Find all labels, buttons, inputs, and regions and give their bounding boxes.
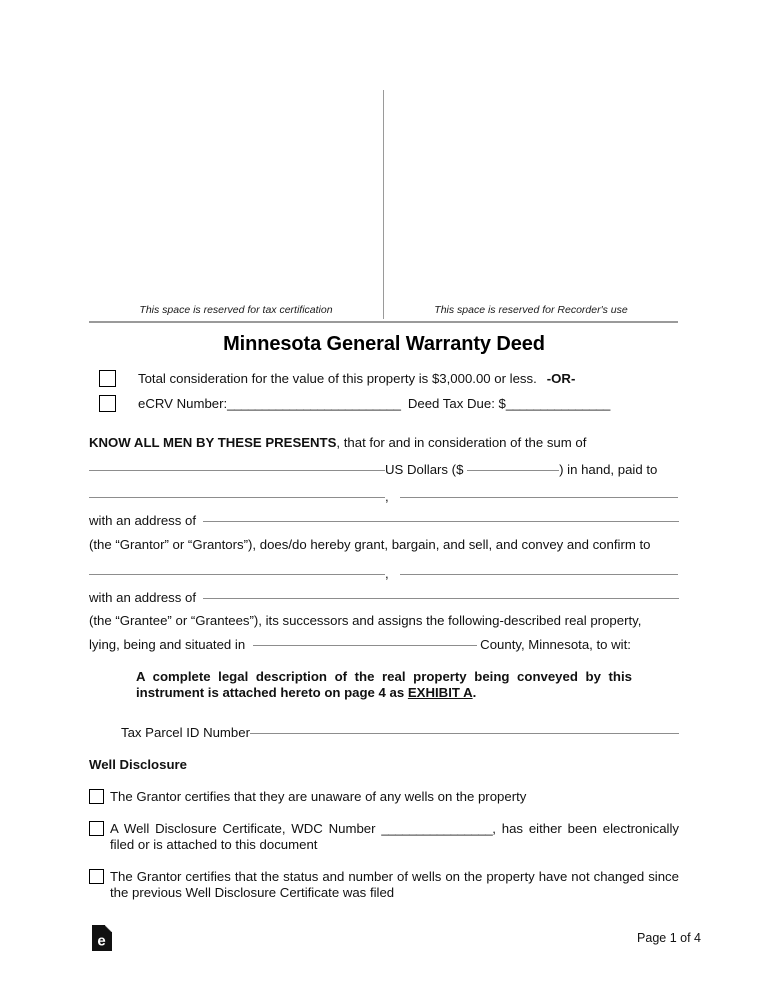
grantor-address-label: with an address of bbox=[89, 513, 197, 528]
grantee-name-row bbox=[89, 566, 679, 581]
grantee-clause-text: (the “Grantee” or “Grantees”), its successors and assigns the following-described real property, bbox=[89, 613, 642, 628]
spacer-6 bbox=[196, 590, 203, 605]
county-minnesota-label: County, Minnesota, to wit: bbox=[480, 637, 631, 652]
consideration-option-1-text: Total consideration for the value of this property is $3,000.00 or less. bbox=[138, 371, 537, 386]
ecrv-label: eCRV Number: bbox=[138, 396, 228, 411]
header-horizontal-rule bbox=[89, 321, 678, 323]
checkbox-total-consideration[interactable] bbox=[99, 370, 116, 387]
or-label: -OR- bbox=[546, 371, 576, 386]
grantee-address-row bbox=[89, 590, 679, 605]
grantor-address-field[interactable] bbox=[203, 521, 679, 522]
grantor-clause-row bbox=[89, 537, 679, 552]
grantee-address-field[interactable] bbox=[203, 598, 679, 599]
recorder-use-caption: This space is reserved for Recorder's use bbox=[434, 304, 628, 316]
ecrv-line bbox=[138, 395, 610, 412]
consideration-option-1-row[interactable] bbox=[99, 370, 575, 387]
wdc-number-field[interactable]: ________________ bbox=[381, 821, 493, 836]
grantor-address-row bbox=[89, 513, 679, 528]
spacer-3 bbox=[389, 489, 400, 504]
spacer-5 bbox=[389, 566, 400, 581]
know-all-men-line bbox=[89, 435, 679, 450]
tax-parcel-row bbox=[121, 725, 679, 740]
grantee-address-label: with an address of bbox=[89, 590, 197, 605]
in-hand-paid-to-label: ) in hand, paid to bbox=[559, 462, 658, 477]
checkbox-wdc-filed[interactable] bbox=[89, 821, 104, 836]
grantee-comma: , bbox=[385, 566, 389, 581]
deed-tax-due-field[interactable]: _______________ bbox=[505, 396, 610, 411]
ecrv-number-field[interactable]: _________________________ bbox=[227, 396, 401, 411]
well-option-3-label: The Grantor certifies that the status and number of wells on the property have not changed since the previous Well Disclosure Certificate was filed bbox=[110, 869, 679, 900]
well-option-1-row[interactable] bbox=[89, 789, 679, 805]
consideration-option-1-label bbox=[138, 370, 575, 387]
know-all-men-bold: KNOW ALL MEN BY THESE PRESENTS bbox=[89, 435, 337, 450]
know-all-men-rest: , that for and in consideration of the sum of bbox=[336, 435, 587, 450]
well-option-2-row[interactable] bbox=[89, 821, 679, 853]
grantor-name-field-1[interactable] bbox=[89, 497, 385, 498]
deed-tax-label: Deed Tax Due: $ bbox=[407, 396, 506, 411]
consideration-amount-row bbox=[89, 462, 679, 477]
checkbox-no-wells[interactable] bbox=[89, 789, 104, 804]
spacer-4 bbox=[196, 513, 203, 528]
header-vertical-divider bbox=[383, 90, 384, 319]
well-option-2-text-a: A Well Disclosure Certificate, WDC Number bbox=[110, 821, 382, 836]
consideration-words-field[interactable] bbox=[89, 470, 385, 471]
page-number: Page 1 of 4 bbox=[637, 931, 701, 945]
grantee-clause-row bbox=[89, 613, 679, 628]
well-disclosure-heading: Well Disclosure bbox=[89, 757, 187, 772]
exhibit-text-part-1: A complete legal description of the real property being conveyed by this instrument is attached hereto on page 4 as bbox=[136, 669, 632, 700]
tax-parcel-field[interactable] bbox=[250, 733, 679, 734]
grantee-name-field-1[interactable] bbox=[89, 574, 385, 575]
page-title: Minnesota General Warranty Deed bbox=[223, 333, 545, 355]
well-option-3-row[interactable] bbox=[89, 869, 679, 901]
well-option-2-text-b: , has either been electronically filed or is attached to this document bbox=[110, 821, 680, 852]
well-option-2-label bbox=[110, 821, 679, 853]
grantee-name-field-2[interactable] bbox=[400, 574, 678, 575]
grantor-clause-text: (the “Grantor” or “Grantors”), does/do hereby grant, bargain, and sell, and convey and confirm to bbox=[89, 537, 651, 552]
grantor-name-field-2[interactable] bbox=[400, 497, 678, 498]
exhibit-a-paragraph bbox=[136, 669, 632, 701]
exhibit-a-link: EXHIBIT A bbox=[407, 685, 473, 700]
us-dollars-label: US Dollars ($ bbox=[385, 462, 464, 477]
document-icon bbox=[92, 925, 112, 951]
well-option-1-label: The Grantor certifies that they are unaware of any wells on the property bbox=[110, 789, 527, 804]
exhibit-text-part-2: . bbox=[472, 685, 477, 700]
tax-parcel-label: Tax Parcel ID Number bbox=[121, 725, 250, 740]
tax-certification-caption: This space is reserved for tax certification bbox=[139, 304, 333, 316]
logo-letter: e bbox=[97, 932, 106, 950]
lying-situated-label: lying, being and situated in bbox=[89, 637, 246, 652]
checkbox-wells-unchanged[interactable] bbox=[89, 869, 104, 884]
reserved-space-header bbox=[89, 88, 678, 322]
spacer-1 bbox=[401, 396, 408, 411]
grantor-name-row bbox=[89, 489, 679, 504]
consideration-option-2-row[interactable] bbox=[99, 395, 610, 412]
eforms-document-logo bbox=[92, 925, 112, 951]
grantor-comma: , bbox=[385, 489, 389, 504]
checkbox-ecrv[interactable] bbox=[99, 395, 116, 412]
county-row bbox=[89, 637, 679, 652]
spacer-7 bbox=[245, 637, 252, 652]
consideration-numeric-field[interactable] bbox=[467, 470, 559, 471]
county-name-field[interactable] bbox=[253, 645, 477, 646]
